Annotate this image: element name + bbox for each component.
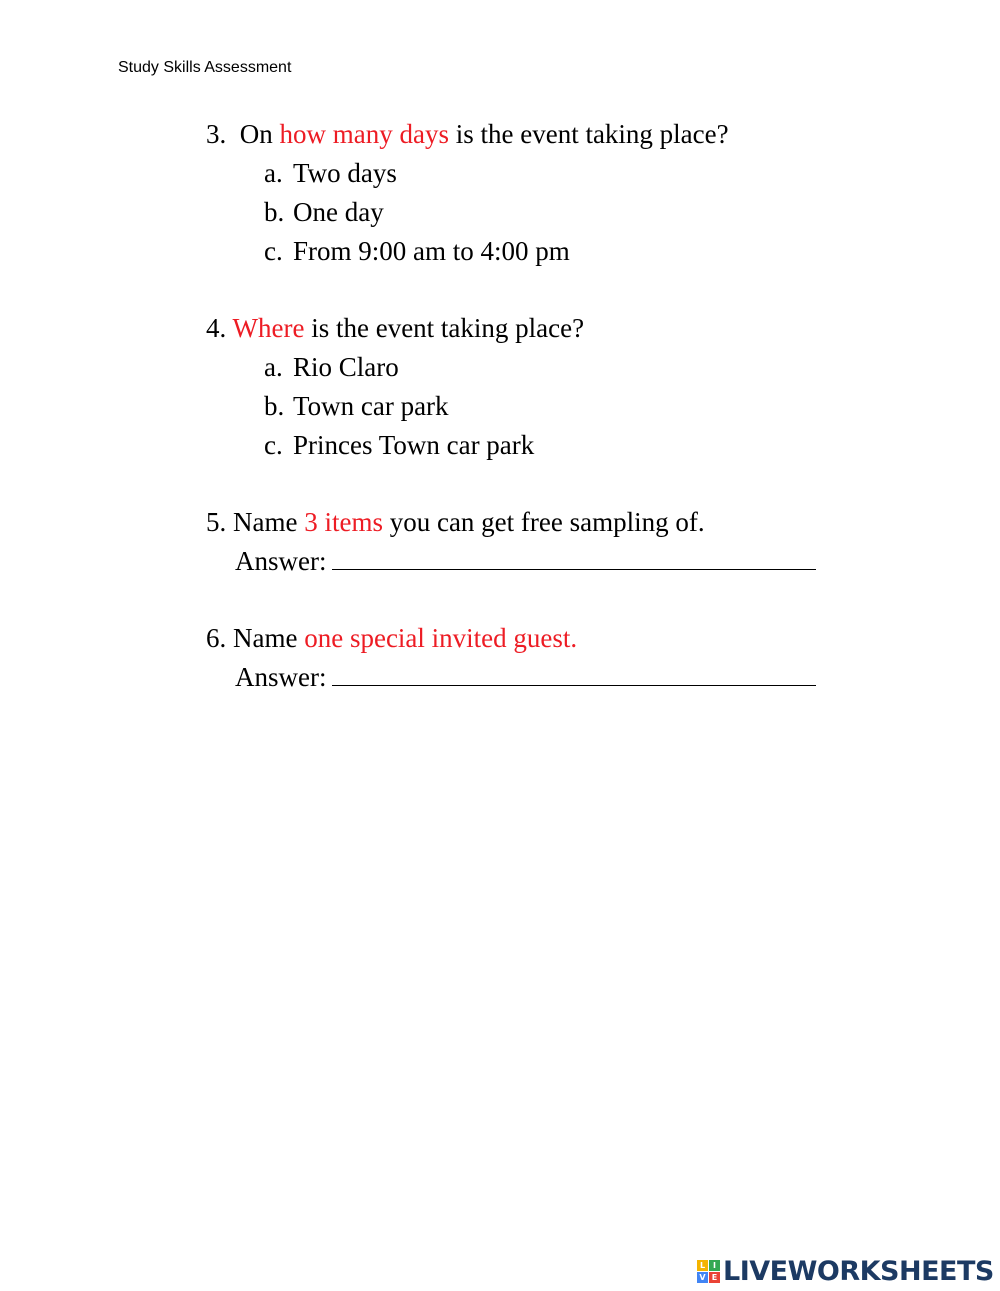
question-highlight: Where <box>232 313 305 343</box>
question-text-post: is the event taking place? <box>311 313 585 343</box>
question-highlight: one special invited guest. <box>304 623 578 653</box>
logo-block-l: L <box>697 1260 708 1271</box>
question-6 <box>206 622 577 654</box>
logo-block-v: V <box>697 1272 708 1283</box>
question-number: 6. <box>206 623 227 653</box>
option-text: Two days <box>293 158 397 188</box>
option-3c[interactable] <box>264 235 570 267</box>
option-letter: c. <box>264 430 283 460</box>
option-letter: a. <box>264 352 283 382</box>
option-text: Rio Claro <box>293 352 399 382</box>
option-text: Princes Town car park <box>293 430 535 460</box>
question-text-post: is the event taking place? <box>455 119 729 149</box>
option-letter: b. <box>264 197 285 227</box>
option-letter: b. <box>264 391 285 421</box>
option-3a[interactable] <box>264 157 397 189</box>
logo-block-e: E <box>709 1272 720 1283</box>
question-text-pre: Name <box>233 507 298 537</box>
question-number: 4. <box>206 313 227 343</box>
question-5 <box>206 506 705 538</box>
option-4c[interactable] <box>264 429 534 461</box>
logo-icon <box>697 1260 720 1283</box>
logo-text: LIVEWORKSHEETS <box>723 1255 994 1287</box>
question-4 <box>206 312 584 344</box>
question-number: 3. <box>206 119 227 149</box>
answer-row-6 <box>235 661 816 693</box>
option-letter: a. <box>264 158 283 188</box>
option-letter: c. <box>264 236 283 266</box>
answer-label: Answer: <box>235 662 327 692</box>
question-number: 5. <box>206 507 227 537</box>
answer-input-6[interactable] <box>332 663 816 686</box>
question-text-pre: Name <box>233 623 298 653</box>
question-text-post: you can get free sampling of. <box>389 507 705 537</box>
answer-input-5[interactable] <box>332 547 816 570</box>
logo-block-i: I <box>709 1260 720 1271</box>
option-4a[interactable] <box>264 351 399 383</box>
option-text: From 9:00 am to 4:00 pm <box>293 236 570 266</box>
option-3b[interactable] <box>264 196 384 228</box>
question-highlight: 3 items <box>304 507 383 537</box>
option-text: Town car park <box>293 391 449 421</box>
answer-row-5 <box>235 545 816 577</box>
liveworksheets-logo <box>697 1256 994 1286</box>
question-highlight: how many days <box>279 119 449 149</box>
option-text: One day <box>293 197 384 227</box>
option-4b[interactable] <box>264 390 449 422</box>
answer-label: Answer: <box>235 546 327 576</box>
question-3 <box>206 118 729 150</box>
page-header-title: Study Skills Assessment <box>118 59 292 76</box>
question-text-pre: On <box>239 119 273 149</box>
